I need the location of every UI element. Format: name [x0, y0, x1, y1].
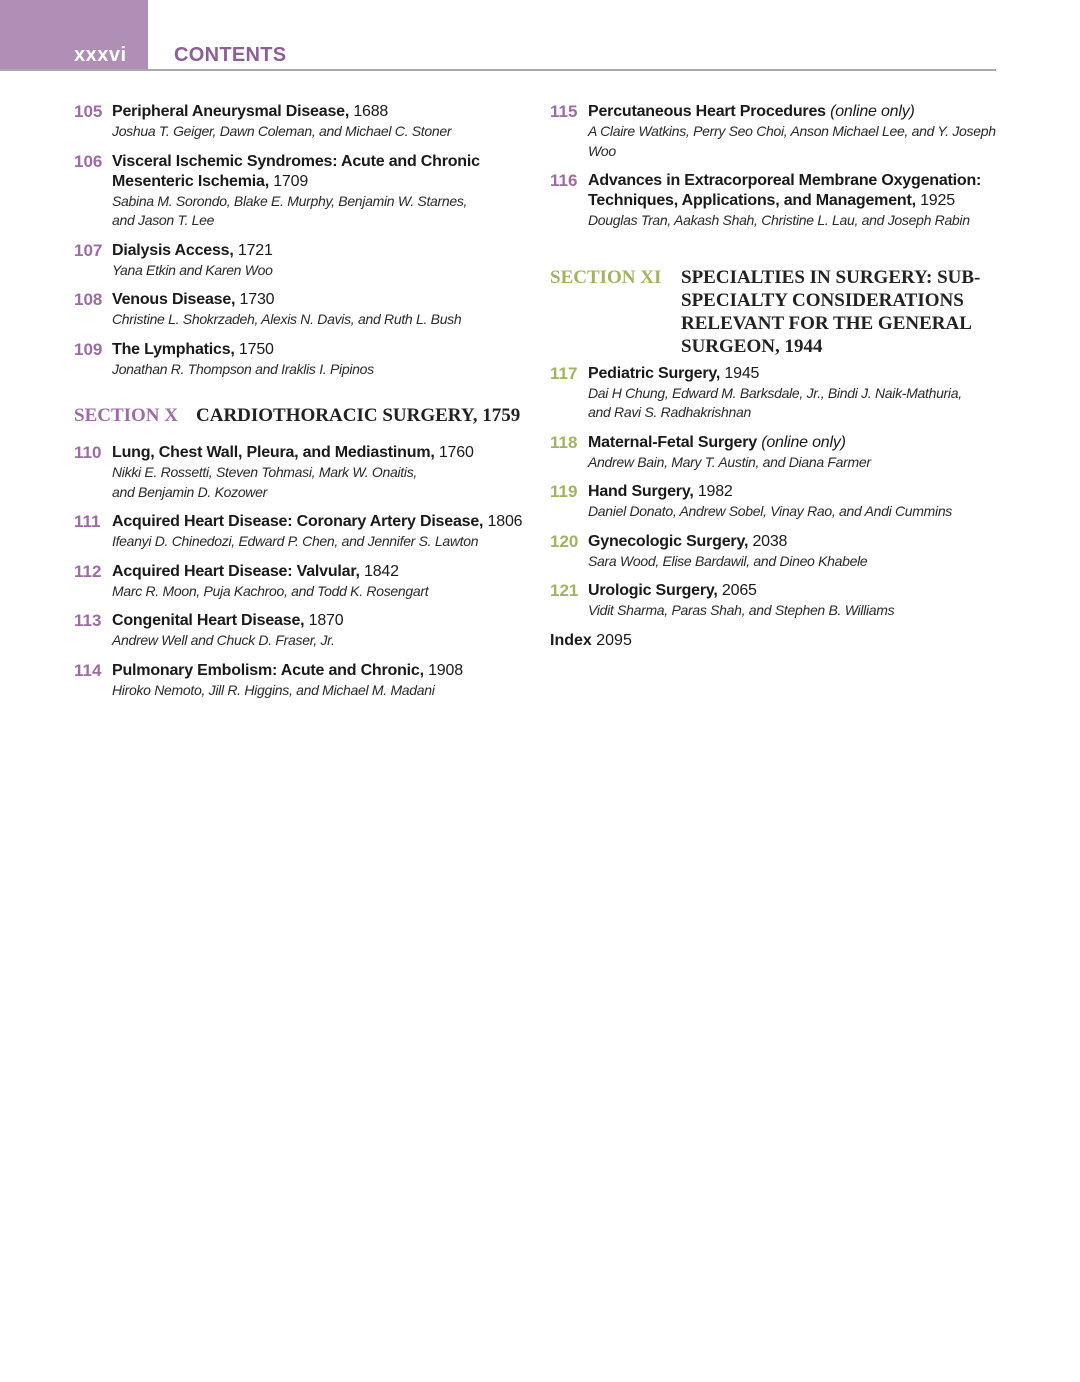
chapter-title: Lung, Chest Wall, Pleura, and Mediastinum, 1760 — [112, 444, 474, 461]
chapter-authors: Joshua T. Geiger, Dawn Coleman, and Michael C. Stoner — [112, 123, 452, 139]
section-label: SECTION X — [74, 405, 178, 426]
chapter-entry[interactable] — [550, 102, 1010, 161]
chapter-title: Acquired Heart Disease: Coronary Artery Disease, 1806 — [112, 513, 523, 530]
chapter-number: 109 — [74, 339, 103, 359]
chapter-title: The Lymphatics, 1750 — [112, 340, 274, 358]
chapter-authors: A Claire Watkins, Perry Seo Choi, Anson Michael Lee, and Y. Joseph Woo — [588, 123, 996, 159]
chapter-page: 1709 — [268, 172, 309, 190]
online-only-note: (online only) — [825, 103, 915, 120]
chapter-entry[interactable] — [74, 241, 524, 281]
chapter-authors: Sara Wood, Elise Bardawil, and Dineo Khabele — [588, 552, 868, 569]
section-title: CARDIOTHORACIC SURGERY, 1759 — [196, 405, 521, 426]
chapter-number: 108 — [74, 290, 103, 309]
chapter-entry[interactable] — [74, 102, 524, 142]
chapter-page: 1750 — [234, 340, 274, 358]
chapter-page: 1842 — [359, 562, 399, 580]
chapter-list — [74, 443, 524, 700]
chapter-authors: Nikki E. Rossetti, Steven Tohmasi, Mark W. Onaitis, — [112, 464, 417, 480]
chapter-number: 116 — [550, 171, 578, 190]
header-rule — [0, 69, 996, 71]
chapter-authors: Andrew Well and Chuck D. Fraser, Jr. — [112, 632, 335, 648]
chapter-entry[interactable] — [550, 482, 1010, 522]
chapter-title: Gynecologic Surgery, 2038 — [588, 532, 788, 550]
chapter-number: 120 — [550, 531, 579, 551]
section-title-line: SPECIALTY CONSIDERATIONS — [681, 289, 964, 311]
chapter-authors: Daniel Donato, Andrew Sobel, Vinay Rao, and Andi Cummins — [588, 503, 953, 519]
chapter-entry[interactable] — [74, 611, 524, 651]
section-heading — [550, 266, 1010, 358]
chapter-page: 1730 — [235, 291, 275, 308]
chapter-title: Percutaneous Heart Procedures (online only) — [588, 103, 915, 120]
index-page: 2095 — [596, 631, 632, 649]
chapter-entry[interactable] — [550, 581, 1010, 621]
chapter-number: 119 — [550, 482, 578, 501]
chapter-authors: and Ravi S. Radhakrishnan — [588, 404, 751, 420]
chapter-number: 121 — [550, 581, 579, 600]
chapter-authors: Vidit Sharma, Paras Shah, and Stephen B. Williams — [588, 602, 895, 618]
chapter-authors: Marc R. Moon, Puja Kachroo, and Todd K. Rosengart — [112, 582, 429, 599]
chapter-title: Acquired Heart Disease: Valvular, 1842 — [112, 562, 399, 580]
chapter-number: 106 — [74, 151, 103, 171]
chapter-number: 113 — [74, 611, 102, 630]
chapter-list — [74, 102, 524, 379]
chapter-authors: Yana Etkin and Karen Woo — [112, 261, 273, 278]
chapter-number: 105 — [74, 102, 103, 121]
page-header — [0, 0, 1080, 72]
chapter-title: Advances in Extracorporeal Membrane Oxygenation: Techniques, Applications, and Management, 1925 — [588, 172, 982, 209]
chapter-page: 1925 — [915, 192, 955, 209]
chapter-authors: Sabina M. Sorondo, Blake E. Murphy, Benjamin W. Starnes, — [112, 192, 468, 209]
chapter-page: 1721 — [233, 241, 273, 259]
chapter-page: 1870 — [304, 612, 344, 629]
chapter-entry[interactable] — [74, 443, 524, 502]
chapter-list — [550, 364, 1010, 621]
chapter-authors: Jonathan R. Thompson and Iraklis I. Pipinos — [112, 360, 374, 377]
chapter-entry[interactable] — [550, 171, 1010, 231]
chapter-title: Pulmonary Embolism: Acute and Chronic, 1908 — [112, 661, 463, 679]
section-title-line: RELEVANT FOR THE GENERAL — [681, 312, 972, 334]
chapter-authors: Dai H Chung, Edward M. Barksdale, Jr., Bindi J. Naik-Mathuria, — [588, 384, 962, 401]
chapter-title: Visceral Ischemic Syndromes: Acute and Chronic Mesenteric Ischemia, 1709 — [112, 152, 480, 190]
chapter-number: 115 — [550, 102, 578, 121]
chapter-list — [550, 102, 1010, 231]
chapter-entry[interactable] — [74, 512, 524, 552]
chapter-page: 1908 — [423, 661, 463, 679]
section-heading — [74, 404, 524, 427]
chapter-page: 1982 — [693, 483, 733, 500]
chapter-title: Venous Disease, 1730 — [112, 291, 275, 308]
chapter-entry[interactable] — [74, 152, 524, 231]
chapter-number: 114 — [74, 660, 102, 680]
chapter-authors: Douglas Tran, Aakash Shah, Christine L. Lau, and Joseph Rabin — [588, 212, 970, 228]
chapter-page: 1688 — [349, 103, 389, 120]
chapter-title: Maternal-Fetal Surgery (online only) — [588, 433, 846, 451]
section-title — [681, 266, 1010, 358]
chapter-title: Dialysis Access, 1721 — [112, 241, 273, 259]
section-label: SECTION XI — [550, 266, 662, 288]
chapter-page: 2065 — [717, 582, 757, 599]
chapter-authors: Andrew Bain, Mary T. Austin, and Diana Farmer — [588, 453, 871, 470]
chapter-title: Pediatric Surgery, 1945 — [588, 364, 760, 382]
chapter-authors: Ifeanyi D. Chinedozi, Edward P. Chen, and Jennifer S. Lawton — [112, 533, 479, 549]
section-title-line: SURGEON, 1944 — [681, 335, 823, 357]
chapter-entry[interactable] — [550, 532, 1010, 572]
left-column — [74, 102, 524, 710]
chapter-number: 110 — [74, 443, 102, 462]
chapter-title: Urologic Surgery, 2065 — [588, 582, 757, 599]
chapter-title: Congenital Heart Disease, 1870 — [112, 612, 344, 629]
chapter-entry[interactable] — [74, 340, 524, 380]
chapter-number: 118 — [550, 432, 578, 452]
chapter-entry[interactable] — [550, 433, 1010, 473]
chapter-page: 1806 — [483, 513, 523, 530]
chapter-title: Hand Surgery, 1982 — [588, 483, 733, 500]
index-entry[interactable] — [550, 631, 1010, 651]
chapter-number: 107 — [74, 240, 103, 260]
chapter-authors: Hiroko Nemoto, Jill R. Higgins, and Michael M. Madani — [112, 681, 435, 698]
chapter-page: 1760 — [434, 444, 474, 461]
online-only-note: (online only) — [756, 433, 846, 451]
chapter-entry[interactable] — [74, 562, 524, 602]
chapter-entry[interactable] — [74, 290, 524, 330]
chapter-page: 1945 — [720, 364, 760, 382]
running-head: CONTENTS — [174, 44, 287, 66]
section-title-line: SPECIALTIES IN SURGERY: SUB- — [681, 266, 981, 288]
chapter-authors: and Jason T. Lee — [112, 212, 215, 228]
chapter-title: Peripheral Aneurysmal Disease, 1688 — [112, 103, 389, 120]
chapter-entry[interactable] — [74, 661, 524, 701]
chapter-number: 111 — [74, 512, 101, 531]
page-number: xxxvi — [74, 44, 127, 66]
chapter-authors: and Benjamin D. Kozower — [112, 483, 267, 500]
chapter-page: 2038 — [748, 532, 788, 550]
index-label: Index — [550, 631, 592, 649]
chapter-entry[interactable] — [550, 364, 1010, 423]
chapter-number: 117 — [550, 363, 578, 383]
chapter-number: 112 — [74, 561, 102, 581]
right-column — [550, 102, 1010, 651]
chapter-authors: Christine L. Shokrzadeh, Alexis N. Davis, and Ruth L. Bush — [112, 311, 462, 327]
